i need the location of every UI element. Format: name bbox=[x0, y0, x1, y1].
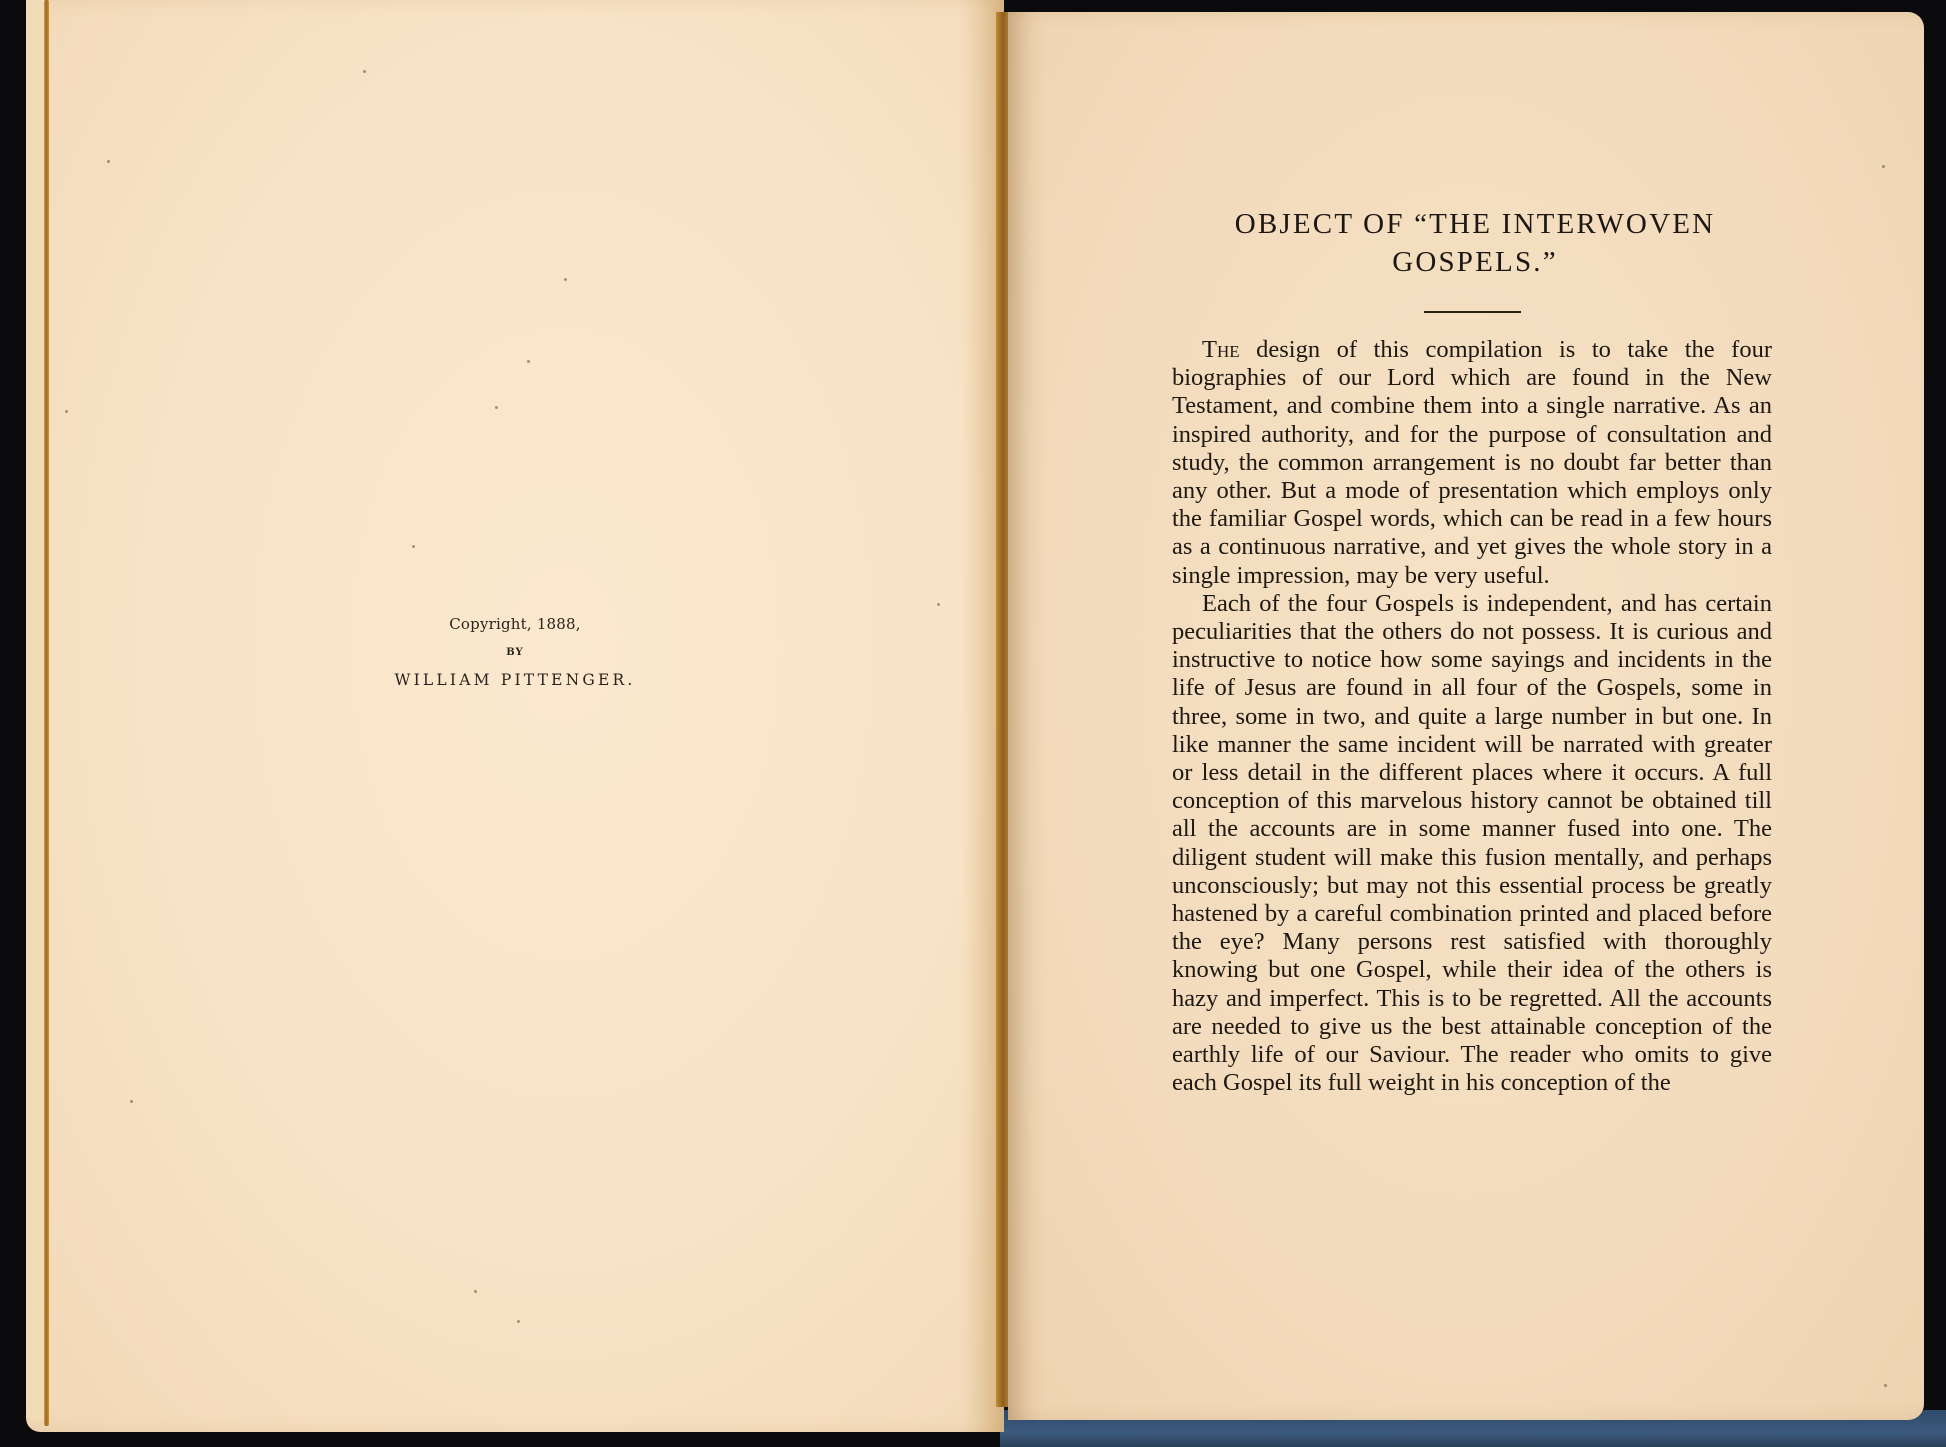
left-page bbox=[26, 0, 1004, 1432]
paragraph-1 bbox=[1172, 336, 1772, 590]
paper-speck bbox=[564, 278, 567, 281]
page-edge-strip bbox=[26, 0, 44, 1420]
paper-speck bbox=[527, 360, 530, 363]
page-title-line-2: GOSPELS.” bbox=[1392, 246, 1558, 278]
author-name: WILLIAM PITTENGER. bbox=[394, 671, 636, 689]
copyright-block bbox=[350, 615, 680, 689]
page-title-line-1: OBJECT OF “THE INTERWOVEN bbox=[1234, 208, 1716, 240]
paper-speck bbox=[495, 406, 498, 409]
paper-speck bbox=[937, 603, 940, 606]
paragraph-text: Each of the four Gospels is independent, and has certain peculiarities that the others do not possess. It is curious and instructive to notice how some sayings and incidents in the life of Jesus are found in all four of the Gospels, some in three, some in two, and quite a large number in but one. In like manner the same incident will be narrated with greater or less detail in the different places where it occurs. A full conception of this marvelous history cannot be obtained till all the accounts are in some manner fused into one. The diligent student will make this fusion mentally, and perhaps unconsciously; but may not this essential process be greatly hastened by a careful combination printed and placed before the eye? Many persons rest satisfied with thoroughly knowing but one Gospel, while their idea of the others is hazy and imperfect. This is to be regretted. All the accounts are needed to give us the best attainable conception of the earthly life of our Saviour. The reader who omits to give each Gospel its full weight in his conception of the bbox=[1172, 589, 1772, 1097]
paper-speck bbox=[1882, 165, 1885, 168]
paper-speck bbox=[65, 410, 68, 413]
paragraph-2 bbox=[1172, 590, 1772, 1098]
page-edge-line bbox=[44, 0, 49, 1426]
paragraph-lead: The bbox=[1202, 336, 1240, 363]
by-text: BY bbox=[506, 647, 524, 658]
paper-speck bbox=[412, 545, 415, 548]
paragraph-text: design of this compilation is to take the four biographies of our Lord which are found in the New Testament, and combine them into a single narrative. As an inspired authority, and for the purpose of consultation and study, the common arrangement is no doubt far better than any other. But a mode of presentation which employs only the familiar Gospel words, which can be read in a few hours as a continuous narrative, and yet gives the whole story in a single impression, may be very useful. bbox=[1172, 336, 1772, 589]
title-divider bbox=[1424, 311, 1521, 313]
body-text bbox=[1172, 336, 1772, 1097]
paper-speck bbox=[107, 160, 110, 163]
paper-speck bbox=[1884, 1384, 1887, 1387]
copyright-text: Copyright, 1888, bbox=[449, 615, 581, 633]
paper-speck bbox=[363, 70, 366, 73]
paper-speck bbox=[130, 1100, 133, 1103]
paper-speck bbox=[474, 1290, 477, 1293]
paper-speck bbox=[517, 1320, 520, 1323]
page-title bbox=[1150, 205, 1800, 281]
